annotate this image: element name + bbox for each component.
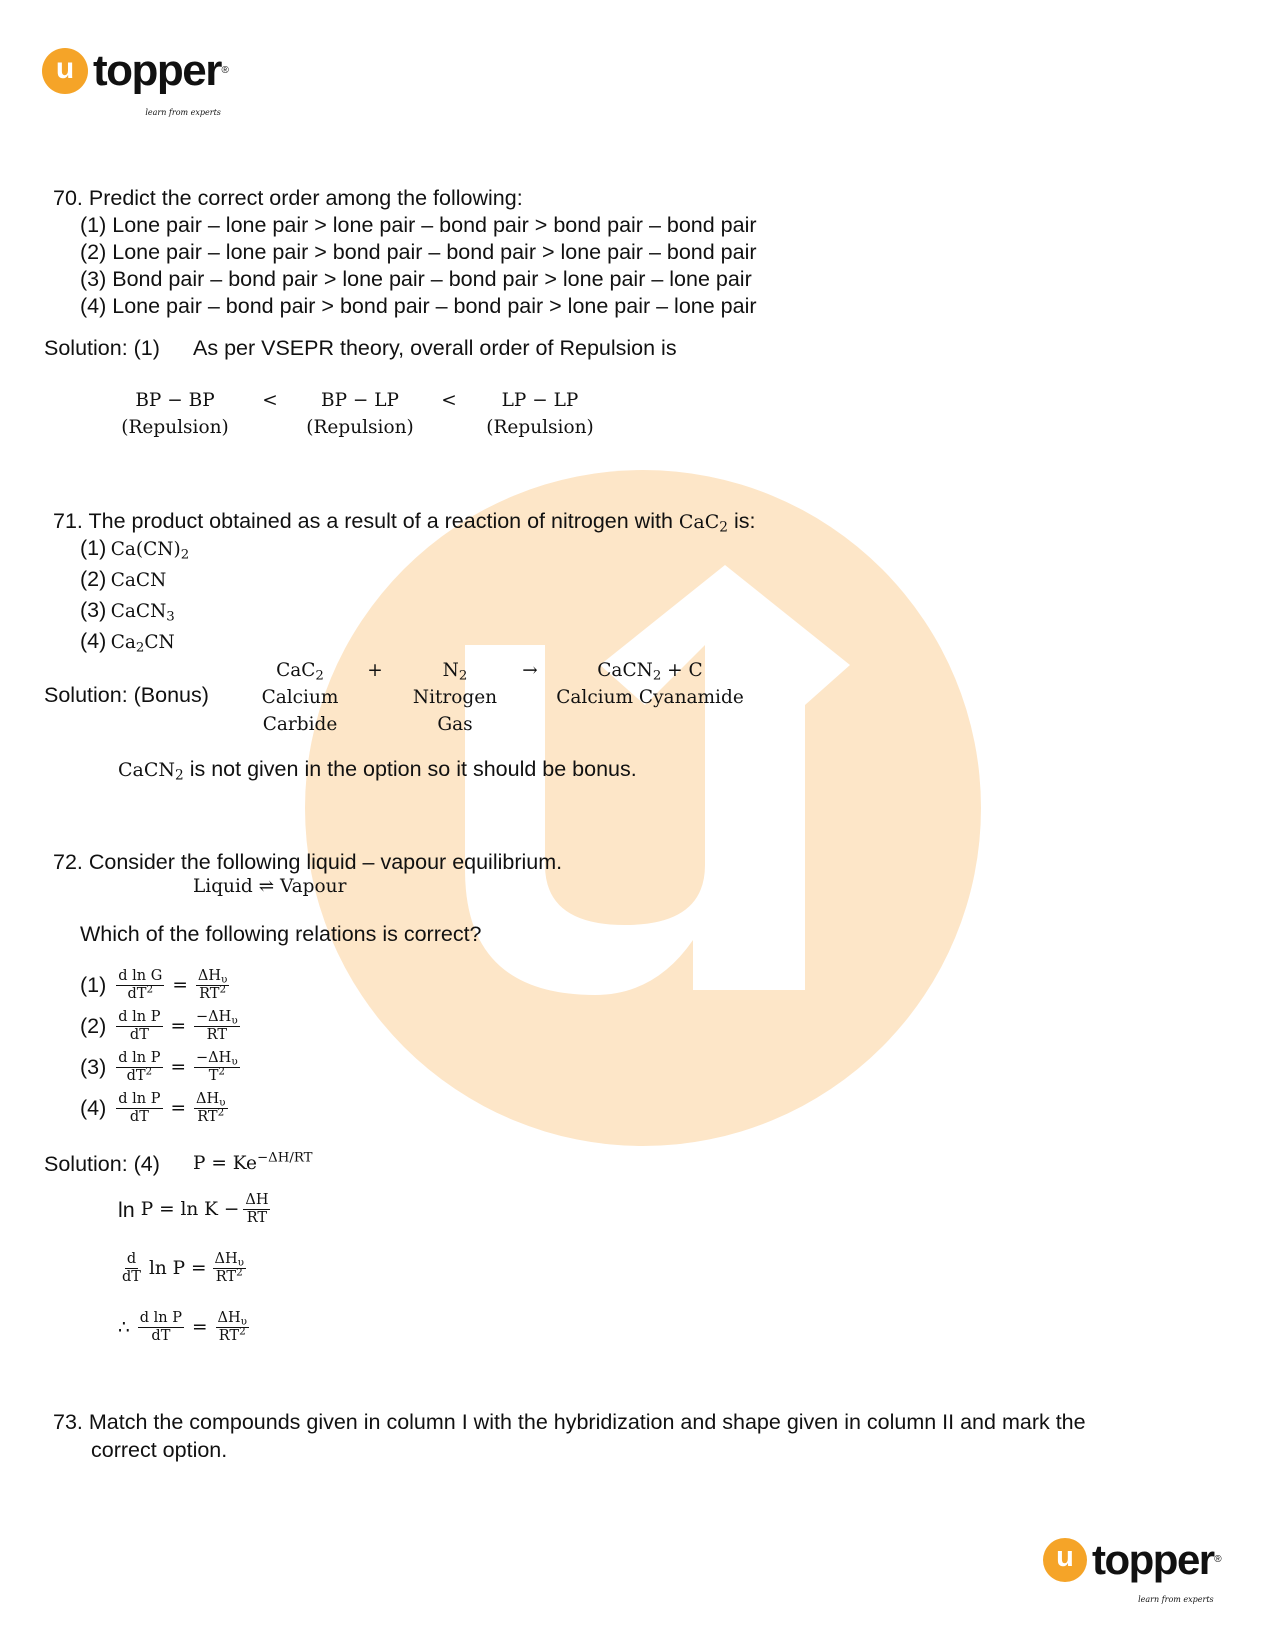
q72-equilibrium: Liquid ⇌ Vapour — [193, 876, 347, 897]
q71-option-4: (4) $Ca_2CN$ — [80, 629, 175, 656]
q70-question: 70. Predict the correct order among the following: — [53, 186, 523, 210]
q70-order-2: BP − LP (Repulsion) — [306, 390, 414, 438]
q72-option-4: (4) $\frac{\text{d ln P}}{dT}$ = $\frac{\Delta H_\upsilon}{RT^2}$ — [80, 1091, 226, 1125]
q71-reactant-calcium-carbide: CaC$_2$ Calcium Carbide — [261, 660, 339, 735]
q71-solution-label: Solution: (Bonus) — [44, 683, 209, 707]
q71-question: 71. The product obtained as a result of a reaction of nitrogen with CaC$_2$ is: — [53, 509, 756, 536]
q72-sol-line-4: ∴ $\frac{\text{d ln P}}{dT}$ = $\frac{\Delta H_\upsilon}{RT^2}$ — [118, 1310, 248, 1344]
q72-option-1: (1) $\frac{\text{d ln G}}{dT^2}$ = $\frac{\Delta H_\upsilon}{RT^2}$ — [80, 968, 228, 1002]
q72-sol-line-2: ln P = ln K − $\frac{\Delta H}{RT}$ — [118, 1192, 269, 1226]
header-logo — [42, 46, 229, 117]
q71-options — [80, 534, 189, 658]
logo-tagline: learn from experts — [145, 108, 221, 117]
q71-plus: + — [367, 660, 383, 681]
q70-option-2: (2) Lone pair – lone pair > bond pair – bond pair > lone pair – bond pair — [80, 240, 757, 264]
footer-logo — [1043, 1536, 1222, 1604]
watermark-logo — [305, 470, 981, 1146]
q71-bonus-note: CaCN$_2$ is not given in the option so it should be bonus. — [118, 757, 637, 784]
logo-brand-text: topper — [93, 46, 221, 95]
logo-brand-text: topper — [1092, 1536, 1214, 1583]
q72-option-2: (2) $\frac{\text{d ln P}}{dT}$ = $\frac{-\Delta H_\upsilon}{RT}$ — [80, 1009, 238, 1043]
logo-registered-mark: ® — [221, 65, 229, 76]
q72-solution-label: Solution: (4) — [44, 1152, 160, 1176]
q72-ask: Which of the following relations is correct? — [80, 922, 482, 946]
q72-sol-line-3: $\frac{d}{dT}$ ln P = $\frac{\Delta H_\upsilon}{RT^2}$ — [122, 1251, 244, 1285]
q72-sol-line-1: $P = Ke^{-\Delta H/RT}$ — [193, 1150, 313, 1174]
q70-option-3: (3) Bond pair – bond pair > lone pair – bond pair > lone pair – lone pair — [80, 267, 752, 291]
q70-solution-label: Solution: (1) — [44, 336, 160, 360]
q72-options — [80, 965, 242, 1129]
q70-less-than-2: < — [441, 390, 457, 411]
logo-registered-mark: ® — [1214, 1554, 1222, 1565]
q70-option-1: (1) Lone pair – lone pair > lone pair – bond pair > bond pair – bond pair — [80, 213, 757, 237]
therefore-symbol: ∴ — [118, 1317, 130, 1338]
q70-order-3: LP − LP (Repulsion) — [486, 390, 594, 438]
q70-less-than-1: < — [262, 390, 278, 411]
q72-question: 72. Consider the following liquid – vapour equilibrium. — [53, 850, 563, 874]
q71-reactant-nitrogen: $N_2$ Nitrogen Gas — [412, 660, 498, 735]
logo-u-icon: u — [1043, 1538, 1087, 1582]
q70-order-1: BP − BP (Repulsion) — [121, 390, 229, 438]
q71-arrow: → — [522, 660, 538, 681]
q70-option-4: (4) Lone pair – bond pair > bond pair – bond pair > lone pair – lone pair — [80, 294, 757, 318]
logo-u-icon: u — [42, 48, 88, 94]
q70-solution-text: As per VSEPR theory, overall order of Repulsion is — [193, 336, 677, 360]
q71-option-1: (1) $Ca(CN)_2$ — [80, 536, 190, 563]
q71-option-2: (2) CaCN — [80, 567, 167, 591]
q71-product: CaCN$_2$ + C Calcium Cyanamide — [556, 660, 744, 708]
q73-question-line-1: 73. Match the compounds given in column I with the hybridization and shape given in column II and mark the — [53, 1410, 1086, 1434]
q73-question-line-2: correct option. — [91, 1438, 228, 1462]
q71-option-3: (3) CaCN$_3$ — [80, 598, 175, 625]
q72-option-3: (3) $\frac{\text{d ln P}}{dT^2}$ = $\frac{-\Delta H_\upsilon}{T^2}$ — [80, 1050, 238, 1084]
logo-tagline: learn from experts — [1138, 1595, 1214, 1604]
